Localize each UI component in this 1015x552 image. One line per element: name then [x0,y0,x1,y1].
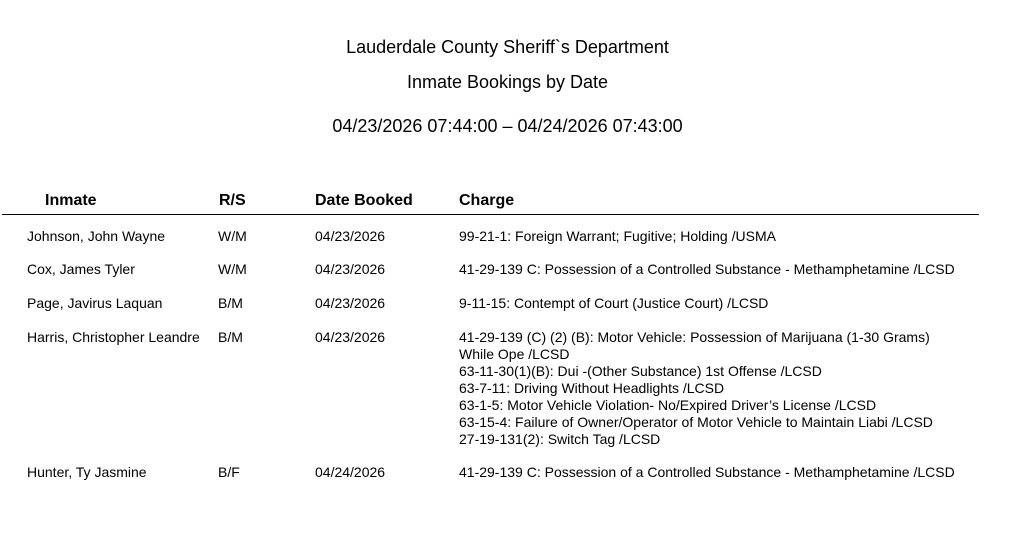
charge-line: 63-1-5: Motor Vehicle Violation- No/Expired Driver’s License /LCSD [459,397,877,413]
date-booked: 04/23/2026 [315,261,386,277]
inmate-name: Hunter, Ty Jasmine [27,464,147,480]
charge-list [459,228,776,245]
charge-line: 63-15-4: Failure of Owner/Operator of Motor Vehicle to Maintain Liabi /LCSD [459,414,933,430]
charge-line: 41-29-139 C: Possession of a Controlled Substance - Methamphetamine /LCSD [459,261,955,277]
race-sex: B/F [218,464,240,480]
column-header-charge: Charge [459,192,515,209]
date-booked: 04/23/2026 [315,295,386,311]
report-title: Lauderdale County Sheriff`s Department [346,37,669,57]
charge-list [459,464,955,481]
charge-list [459,261,955,278]
header-divider [2,214,979,215]
charge-line: While Ope /LCSD [459,346,570,362]
column-header-rs: R/S [219,192,246,209]
column-header-date-booked: Date Booked [315,192,413,209]
inmate-name: Cox, James Tyler [27,261,135,277]
inmate-name: Page, Javirus Laquan [27,295,163,311]
charge-line: 63-11-30(1)(B): Dui -(Other Substance) 1st Offense /LCSD [459,363,822,379]
race-sex: W/M [218,228,247,244]
report-date-range: 04/23/2026 07:44:00 – 04/24/2026 07:43:00 [332,116,683,136]
report-subtitle: Inmate Bookings by Date [406,72,609,92]
charge-list [459,295,768,312]
charge-line: 27-19-131(2): Switch Tag /LCSD [459,431,661,447]
race-sex: B/M [218,295,243,311]
race-sex: W/M [218,261,247,277]
column-header-inmate: Inmate [45,192,97,209]
inmate-name: Harris, Christopher Leandre [27,329,200,345]
charge-line: 99-21-1: Foreign Warrant; Fugitive; Holding /USMA [459,228,776,244]
charge-line: 63-7-11: Driving Without Headlights /LCSD [459,380,725,396]
charge-list [459,329,933,448]
charge-line: 41-29-139 (C) (2) (B): Motor Vehicle: Possession of Marijuana (1-30 Grams) [459,329,930,345]
race-sex: B/M [218,329,243,345]
inmate-name: Johnson, John Wayne [27,228,166,244]
date-booked: 04/24/2026 [315,464,386,480]
charge-line: 41-29-139 C: Possession of a Controlled Substance - Methamphetamine /LCSD [459,464,955,480]
charge-line: 9-11-15: Contempt of Court (Justice Court) /LCSD [459,295,769,311]
date-booked: 04/23/2026 [315,329,386,345]
date-booked: 04/23/2026 [315,228,386,244]
